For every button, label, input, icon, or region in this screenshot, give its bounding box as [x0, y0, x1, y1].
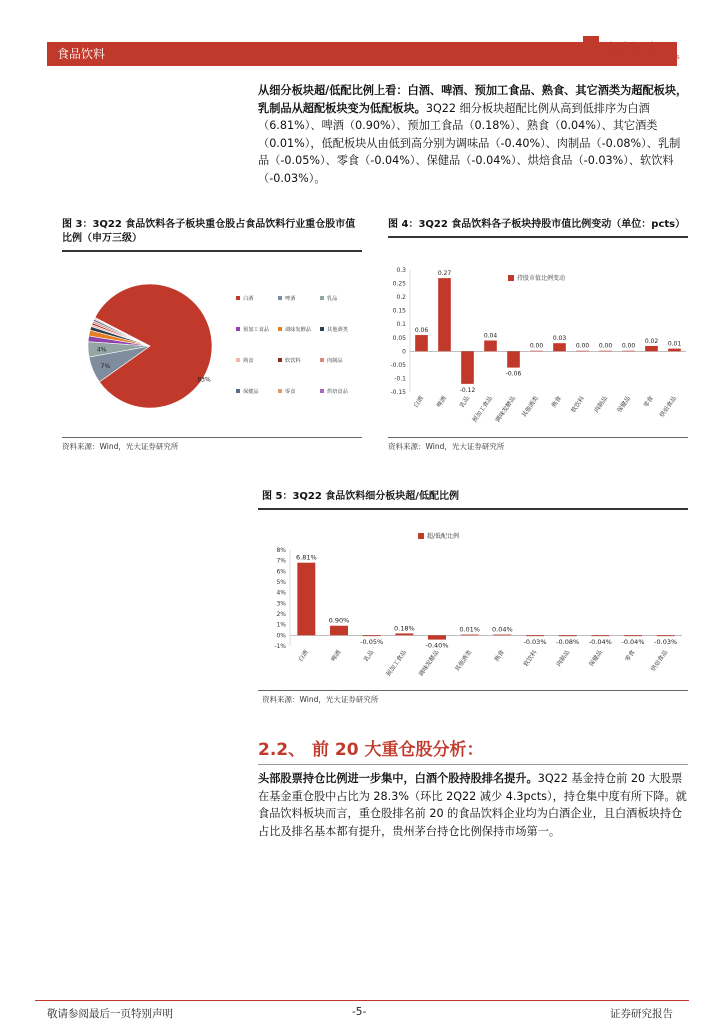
bar-value-label: 0.06 [414, 327, 429, 335]
y-tick-label: 0.05 [392, 334, 406, 342]
brand-name: 光大证券 [604, 42, 661, 57]
bar-其他酒类 [461, 635, 479, 636]
bar-预加工食品 [484, 340, 497, 351]
footer-disclaimer: 敬请参阅最后一页特别声明 [47, 1008, 173, 1020]
legend-label: 超/低配比例 [427, 533, 460, 540]
legend-label-3: 乳品 [327, 296, 338, 302]
bar-value-label: -0.03% [523, 638, 547, 647]
fig4-bar-chart [388, 260, 688, 436]
category-label: 调味发酵品 [417, 649, 441, 678]
category-label: 熟食 [493, 649, 506, 663]
bar-烘焙食品 [668, 349, 681, 352]
y-tick-label: -1% [274, 643, 286, 650]
bar-保健品 [622, 351, 635, 352]
legend-label-2: 啤酒 [285, 296, 296, 302]
category-label: 软饮料 [570, 395, 587, 414]
category-label: 乳品 [458, 395, 472, 409]
bar-乳品 [461, 351, 474, 384]
pie-label-1: 83% [197, 376, 211, 384]
y-tick-label: -0.05 [390, 361, 406, 369]
bar-value-label: -0.04% [621, 638, 645, 647]
legend-swatch-11 [278, 389, 282, 393]
legend-label-6: 其他酒类 [327, 327, 348, 333]
y-tick-label: 5% [276, 579, 286, 586]
bar-value-label: 0.03 [552, 335, 567, 343]
bar-零食 [645, 346, 658, 351]
legend-swatch-2 [278, 296, 282, 300]
y-tick-label: 1% [276, 621, 286, 629]
y-tick-label: 0.3 [396, 267, 406, 274]
section-label: 食品饮料 [57, 47, 106, 61]
category-label: 其他酒类 [520, 395, 541, 419]
legend-swatch-1 [236, 296, 240, 300]
bar-熟食 [553, 343, 566, 351]
footer-report-type: 证券研究报告 [610, 1008, 673, 1020]
category-label: 保健品 [587, 649, 604, 668]
legend-swatch-7 [236, 358, 240, 362]
category-label: 保健品 [616, 395, 633, 414]
bar-预加工食品 [395, 633, 413, 635]
bar-调味发酵品 [428, 635, 446, 639]
category-label: 白酒 [297, 649, 310, 663]
footer-rule [35, 1000, 689, 1001]
y-tick-label: 0 [402, 348, 406, 356]
legend-label-8: 软饮料 [285, 358, 301, 364]
bar-软饮料 [526, 635, 544, 636]
bar-value-label: -0.05% [360, 638, 384, 647]
page-number: -5- [352, 1006, 367, 1018]
y-tick-label: 6% [276, 568, 286, 576]
y-tick-label: 8% [276, 547, 286, 554]
bar-value-label: 0.02 [644, 337, 659, 345]
category-label: 烘焙食品 [649, 649, 670, 673]
y-tick-label: 0.25 [392, 280, 406, 288]
section-number: 2.2、 [258, 740, 306, 760]
bar-value-label: 0.01% [459, 625, 480, 634]
legend-label-12: 烘焙食品 [327, 389, 348, 395]
legend-label-11: 零食 [285, 389, 296, 395]
legend-swatch-6 [320, 327, 324, 331]
bar-value-label: 0.27 [437, 270, 452, 278]
y-tick-label: 7% [276, 557, 286, 565]
bar-烘焙食品 [657, 635, 675, 636]
legend-swatch-10 [236, 389, 240, 393]
section-rule [258, 764, 688, 765]
intro-bold-lead: 从细分板块超/低配比例上看：白酒、啤酒、预加工食品、熟食、其它酒类为超配板块，乳制品从超配板块变为低配板块。 [258, 84, 688, 115]
section-paragraph [258, 770, 688, 840]
bar-肉制品 [599, 351, 612, 352]
section-title: 前 20 大重仓股分析： [312, 740, 484, 760]
y-tick-label: 0.15 [392, 307, 406, 315]
bar-啤酒 [438, 278, 451, 351]
legend-swatch-12 [320, 389, 324, 393]
category-label: 肉制品 [593, 395, 610, 414]
bar-其他酒类 [530, 351, 543, 352]
category-label: 预加工食品 [385, 649, 408, 678]
fig5-title: 图 5：3Q22 食品饮料细分板块超/低配比例 [262, 491, 459, 502]
category-label: 熟食 [550, 395, 564, 409]
y-tick-label: 3% [276, 600, 286, 608]
bar-value-label: -0.40% [425, 641, 449, 650]
legend-swatch [418, 533, 424, 539]
y-tick-label: 0.2 [396, 294, 406, 302]
bar-肉制品 [559, 635, 577, 636]
brand-name-en: EVERBRIGHT SECURITIES [604, 55, 680, 61]
legend-swatch [508, 275, 514, 281]
bar-软饮料 [576, 351, 589, 352]
bar-白酒 [297, 563, 315, 636]
bar-value-label: 0.00 [529, 342, 544, 350]
category-label: 乳品 [362, 649, 376, 663]
fig5-top-rule [258, 508, 688, 510]
category-label: 零食 [642, 395, 656, 409]
legend-swatch-8 [278, 358, 282, 362]
bar-value-label: -0.04% [588, 638, 612, 647]
legend-label-10: 保健品 [243, 389, 259, 395]
bar-value-label: 0.04% [492, 625, 513, 634]
fig3-source: 资料来源：Wind，光大证券研究所 [62, 442, 179, 451]
legend-label-9: 肉制品 [327, 358, 343, 364]
bar-零食 [624, 635, 642, 636]
fig3-bottom-rule [62, 437, 362, 438]
legend-label-1: 白酒 [243, 296, 254, 302]
section-bold-lead: 头部股票持仓比例进一步集中，白酒个股持股排名提升。 [258, 772, 538, 785]
category-label: 白酒 [412, 395, 426, 409]
intro-paragraph [258, 82, 688, 188]
fig5-source: 资料来源：Wind，光大证券研究所 [262, 695, 379, 704]
bar-value-label: 0.04 [483, 332, 498, 340]
bar-value-label: 0.00 [621, 342, 636, 350]
fig4-title: 图 4：3Q22 食品饮料各子板块持股市值比例变动（单位：pcts） [388, 219, 686, 230]
legend-label: 持股市值比例变动 [517, 275, 566, 282]
category-label: 肉制品 [555, 649, 572, 668]
legend-label-5: 调味发酵品 [285, 327, 311, 333]
legend-swatch-4 [236, 327, 240, 331]
y-tick-label: 4% [276, 589, 286, 597]
bar-调味发酵品 [507, 351, 520, 367]
fig4-source: 资料来源：Wind，光大证券研究所 [388, 442, 505, 451]
bar-啤酒 [330, 626, 348, 636]
bar-value-label: 6.81% [296, 553, 317, 562]
y-tick-label: 2% [276, 611, 286, 618]
bar-value-label: -0.12 [459, 386, 476, 394]
legend-label-7: 熟食 [243, 358, 254, 364]
fig3-title: 图 3：3Q22 食品饮料各子板块重仓股占食品饮料行业重仓股市值比例（申万三级） [62, 219, 356, 244]
bar-value-label: -0.08% [556, 638, 580, 647]
fig3-top-rule [62, 250, 362, 252]
bar-value-label: 0.00 [575, 342, 590, 350]
fig5-bottom-rule [258, 690, 688, 691]
bar-白酒 [415, 335, 428, 351]
bar-保健品 [591, 635, 609, 636]
pie-label-2: 7% [100, 362, 111, 370]
bar-value-label: 0.00 [598, 342, 613, 350]
category-label: 调味发酵品 [494, 395, 518, 424]
bar-熟食 [493, 635, 511, 636]
category-label: 啤酒 [435, 395, 449, 409]
fig3-pie-chart [62, 254, 362, 434]
bar-value-label: 0.18% [394, 624, 415, 633]
category-label: 啤酒 [330, 649, 343, 663]
section-text: 3Q22 基金持仓前 20 大股票在基金重仓股中占比为 28.3%（环比 2Q22 减少 4.3pcts），持仓集中度有所下降。就食品饮料板块而言，重仓股排名前 20 的食品饮料企业均为白酒企业，且白酒板块持仓占比及排名基本都有提升，贵州茅台持仓比例保持市场第一。 [258, 772, 687, 838]
bar-value-label: 0.90% [328, 616, 350, 625]
category-label: 零食 [624, 649, 637, 663]
legend-swatch-3 [320, 296, 324, 300]
legend-label-4: 预加工食品 [243, 327, 269, 333]
category-label: 其他酒类 [453, 649, 474, 673]
legend-swatch-5 [278, 327, 282, 331]
y-tick-label: -0.15 [390, 389, 406, 396]
bar-value-label: -0.03% [654, 638, 678, 647]
fig5-bar-chart [258, 520, 688, 688]
category-label: 预加工食品 [471, 395, 495, 424]
category-label: 烘焙食品 [658, 395, 679, 419]
fig4-top-rule [388, 236, 688, 238]
y-tick-label: 0.1 [396, 321, 406, 329]
bar-value-label: -0.06 [505, 370, 522, 378]
pie-label-3: 4% [96, 346, 107, 354]
fig4-bottom-rule [388, 437, 688, 438]
brand-logo-icon [583, 36, 599, 62]
bar-乳品 [363, 635, 381, 636]
y-tick-label: -0.1 [394, 375, 406, 383]
bar-value-label: 0.01 [667, 340, 682, 348]
category-label: 软饮料 [522, 649, 539, 668]
legend-swatch-9 [320, 358, 324, 362]
y-tick-label: 0% [276, 632, 286, 640]
intro-text: 3Q22 细分板块超配比例从高到低排序为白酒（6.81%）、啤酒（0.90%）、预加工食品（0.18%）、熟食（0.04%）、其它酒类（0.01%），低配板块从由低到高分别为调味品（-0.40%）、肉制品（-0.08%）、乳制品（-0.05%）、零食（-0.04%）、保健品（-0.04%）、烘焙食品（-0.03%）、软饮料（-0.03%）。 [258, 101, 681, 185]
